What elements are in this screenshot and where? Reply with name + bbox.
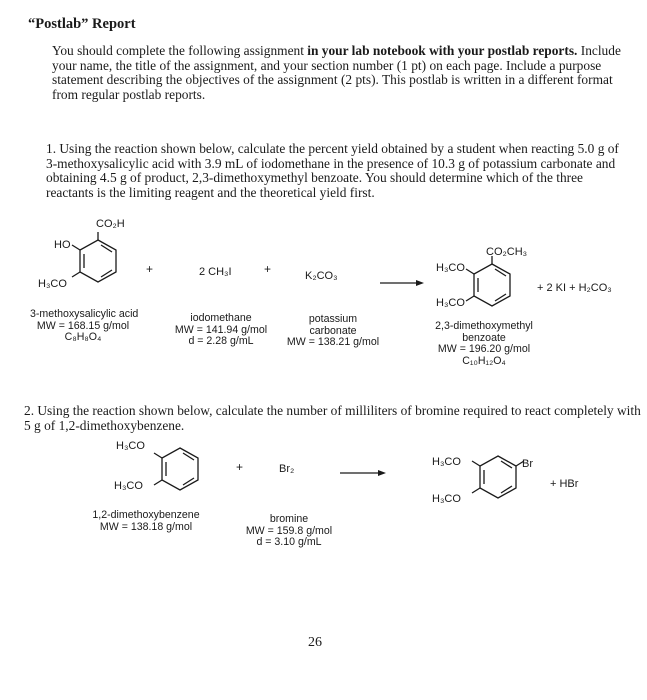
methoxy-group-top-p2: H₃CO	[432, 456, 461, 468]
hydroxy-group: HO	[54, 239, 71, 251]
question-1-text: 1. Using the reaction shown below, calculate the percent yield obtained by a student when reacting 5.0 g of 3-methoxysalicylic acid with 3.9 mL of iodomethane in the presence of 10.3 g of potassium carbonate and obtaining 4.5 g of product, 2,3-dimethoxymethyl benzoate. You should determine which of the three reactants is the limiting reagent and the theoretical yield first.	[46, 141, 619, 200]
r2-reactant-1-name: 1,2-dimethoxybenzene	[92, 509, 200, 521]
plus-sign-3: +	[236, 460, 244, 474]
methoxy-group-top-r2: H₃CO	[116, 440, 145, 452]
product-1-name-1: 2,3-dimethoxymethyl	[435, 320, 533, 332]
product-1-name-2: benzoate	[462, 331, 506, 344]
label-reactant-2-2	[234, 514, 344, 549]
reactant-1-name: 3-methoxysalicylic acid	[30, 308, 139, 320]
byproducts-1: + 2 KI + H₂CO₃	[537, 282, 612, 294]
plus-sign-2: +	[264, 262, 272, 276]
methoxy-group-top: H₃CO	[436, 262, 465, 274]
reactant-2-mw: MW = 141.94 g/mol	[174, 323, 268, 336]
benzene-ring-product-2	[468, 448, 528, 508]
reactant-3-name-2: carbonate	[309, 324, 357, 337]
reactant-1-mw: MW = 168.15 g/mol	[36, 319, 130, 332]
product-1-formula: C₁₀H₁₂O₄	[462, 354, 506, 367]
r2-reactant-1-mw: MW = 138.18 g/mol	[99, 520, 193, 533]
methoxy-group-bottom: H₃CO	[436, 297, 465, 309]
reactant-1-formula: C₈H₈O₄	[64, 331, 102, 343]
reactant-2-name: iodomethane	[190, 312, 252, 324]
intro-text-a: You should complete the following assignment	[52, 43, 308, 58]
label-product-1	[428, 321, 540, 367]
r2-reactant-2-density: d = 3.10 g/mL	[256, 536, 322, 548]
reactant-3-mw: MW = 138.21 g/mol	[286, 336, 380, 348]
benzene-ring-reactant-1	[68, 232, 128, 292]
page-number: 26	[308, 635, 322, 650]
reaction-arrow-1	[380, 278, 424, 288]
question-2-text: 2. Using the reaction shown below, calculate the number of milliliters of bromine required to react completely with 5 g of 1,2-dimethoxybenzene.	[24, 403, 641, 433]
methoxy-group-bottom-p2: H₃CO	[432, 493, 461, 505]
benzene-ring-reactant-2	[150, 440, 210, 500]
label-reactant-1	[30, 308, 139, 344]
benzene-ring-product-1	[462, 256, 522, 316]
bromo-group: Br	[522, 458, 533, 470]
label-reactant-2-1	[80, 510, 212, 533]
r2-reactant-2-mw: MW = 159.8 g/mol	[245, 524, 333, 537]
carboxylic-acid-group: CO₂H	[96, 218, 125, 230]
reagent-iodomethane: 2 CH₃I	[199, 266, 232, 278]
methoxy-group: H₃CO	[38, 278, 67, 290]
reagent-potassium-carbonate: K₂CO₃	[305, 270, 338, 282]
label-reactant-3	[283, 314, 383, 349]
product-1-mw: MW = 196.20 g/mol	[437, 343, 531, 355]
byproduct-2: + HBr	[550, 478, 579, 490]
reactant-2-density: d = 2.28 g/mL	[188, 335, 254, 347]
intro-text-bold: in your lab notebook with your postlab reports.	[307, 43, 578, 58]
plus-sign-1: +	[146, 262, 154, 276]
reaction-arrow-2	[340, 468, 386, 478]
label-reactant-2	[168, 313, 274, 348]
methyl-ester-group: CO₂CH₃	[486, 246, 528, 258]
intro-text-c: Include your name, the title of the assignment, and your section number (1 pt) on each page. Include a purpose statement describing the objectives of the assignment (2 pts). This postlab is written in a different format from regular postlab reports.	[52, 43, 621, 102]
r2-reactant-2-name: bromine	[269, 513, 309, 525]
page-title: “Postlab” Report	[28, 16, 136, 32]
methoxy-group-bottom-r2: H₃CO	[114, 480, 143, 492]
reactant-3-name-1: potassium	[308, 313, 358, 325]
intro-paragraph	[52, 44, 630, 102]
reagent-bromine: Br₂	[279, 463, 295, 475]
